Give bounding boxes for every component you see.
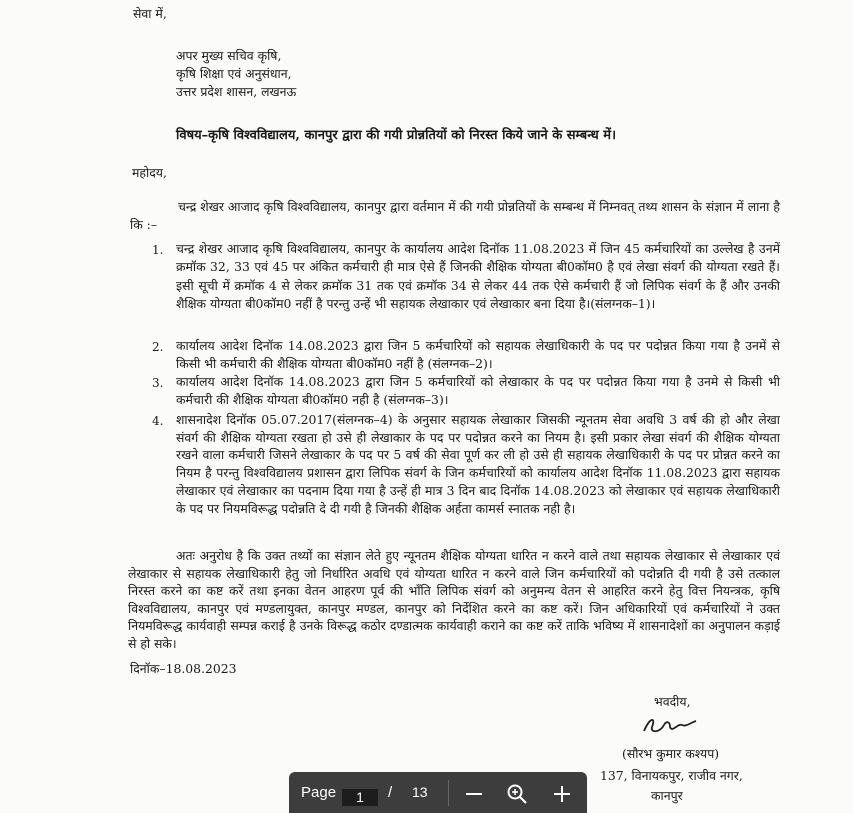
page-label: Page <box>301 784 337 801</box>
addressee-line-1: अपर मुख्य सचिव कृषि, <box>176 48 282 63</box>
point-text: कार्यालय आदेश दिनॉक 14.08.2023 द्वारा जिन 5 कर्मचारियों को लेखाकार के पद पर पदोन्नत किया गया है उनमे से किसी भी कर्मचारी की शैक्षिक योग्यता बी0कॉम0 नही है (संलग्नक–3)। <box>176 374 780 408</box>
point-text: शासनादेश दिनॉक 05.07.2017(संलग्नक–4) के अनुसार सहायक लेखाकार जिसकी न्यूनतम सेवा अवधि 3 वर्ष की हो और लेखा संवर्ग की शैक्षिक योग्यता रखता हो उसे ही लेखाकार के पद पर पदोन्नत करने का नियम है। इसी प्रकार लेखा संवर्ग की शैक्षिक योग्यता रखने वाला कर्मचारी जिसने लेखाकार के पद पर 5 वर्ष की सेवा पूर्ण कर ली हो उसे ही सहायक लेखाधिकारी के पद पर प्रोन्नत करने का नियम है परन्तु विश्वविद्यालय प्रशासन द्वारा लिपिक संवर्ग के जिन कर्मचारियों को कार्यालय आदेश दिनॉक 11.08.2023 द्वारा सहायक लेखाकार एवं लेखाकार का पदनाम दिया गया है उन्हें ही मात्र 3 दिन बाद दिनॉक 14.08.2023 को लेखाकार एवं सहायक लेखाधिकारी के पद पर नियमविरूद्ध पदोन्नति दे दी गयी है जिनकी शैक्षिक अर्हता कामर्स स्नातक नही है। <box>176 412 780 516</box>
point-number: 4. <box>152 414 164 428</box>
signoff: भवदीय, <box>654 694 691 709</box>
zoom-out-button[interactable] <box>460 780 488 808</box>
subject-line: विषय–कृषि विश्वविद्यालय, कानपुर द्वारा की गयी प्रोन्नतियों को निरस्त किये जाने के सम्बन्ध में। <box>176 128 617 143</box>
to-prefix: सेवा में, <box>133 6 167 21</box>
zoom-button[interactable] <box>503 780 531 808</box>
addressee-line-2: कृषि शिक्षा एवं अनुसंधान, <box>176 66 292 81</box>
zoom-in-button[interactable] <box>548 780 576 808</box>
signature-mark <box>640 713 700 739</box>
point-number: 2. <box>152 340 164 354</box>
current-page-input[interactable]: 1 <box>342 789 378 806</box>
addressee-line-3: उत्तर प्रदेश शासन, लखनऊ <box>176 84 297 99</box>
toolbar-divider <box>448 780 449 806</box>
point-text: कार्यालय आदेश दिनॉक 14.08.2023 द्वारा जिन 5 कर्मचारियों को सहायक लेखाधिकारी के पद पर पदोन्नत किया गया है उनमें से किसी भी कर्मचारी की शैक्षिक योग्यता बी0कॉम0 नहीं है (संलग्नक–2)। <box>176 338 780 372</box>
magnifier-icon <box>503 780 531 808</box>
total-pages: 13 <box>412 784 428 800</box>
sender-name: (सौरभ कुमार कश्यप) <box>622 746 720 761</box>
point-number: 3. <box>152 376 164 390</box>
plus-icon <box>548 780 576 808</box>
intro-paragraph: चन्द्र शेखर आजाद कृषि विश्वविद्यालय, कानपुर द्वारा वर्तमान में की गयी प्रोन्नतियों के सम्बन्ध में निम्नवत् तथ्य शासन के संज्ञान में लाना है कि :– <box>130 199 780 233</box>
pdf-viewer-toolbar <box>289 772 587 813</box>
letter-date: दिनॉक–18.08.2023 <box>130 661 237 676</box>
closing-paragraph: अतः अनुरोध है कि उक्त तथ्यों का संज्ञान लेते हुए न्यूनतम शैक्षिक योग्यता धारित न करने वाले तथा सहायक लेखाकार से लेखाकार एवं लेखाकार से सहायक लेखाधिकारी हेतु जो निर्धारित अवधि एवं योग्यता धारित न करने वाले जिन कर्मचारियों को पदोन्नति दी गयी है उसे तत्काल निरस्त करने का कष्ट करें तथा इनका वेतन आहरण पूर्व की भाँति लिपिक संवर्ग को अनुमन्य वेतन से आहरित करने हेतु वित्त नियन्त्रक, कृषि विश्वविद्यालय, कानपुर एवं मण्डलायुक्त, कानपुर मण्डल, कानपुर को निर्देशित करने का कष्ट करें। जिन अधिकारियों एवं कर्मचारियों ने उक्त नियमविरूद्ध कार्यवाही सम्पन्न कराई है उनके विरूद्ध कठोर दण्डात्मक कार्यवाही कराने का कष्ट करें ताकि भविष्य में शासनादेशों का अनुपालन कड़ाई से हो सके। <box>128 548 780 651</box>
salutation: महोदय, <box>132 165 167 180</box>
sender-address-line-1: 137, विनायकपुर, राजीव नगर, <box>600 768 743 783</box>
minus-icon <box>460 780 488 808</box>
point-text: चन्द्र शेखर आजाद कृषि विश्वविद्यालय, कानपुर के कार्यालय आदेश दिनॉक 11.08.2023 में जिन 45 कर्मचारियों का उल्लेख है उनमें क्रमॉक 32, 33 एवं 45 पर अंकित कर्मचारी ही मात्र ऐसे हैं जिनकी शैक्षिक योग्यता बी0कॉम0 है एवं लेखा संवर्ग की योग्यता रखते हैं। इसी सूची में क्रमॉक 4 से लेकर क्रमॉक 31 तक एवं क्रमॉक 34 से लेकर 44 तक ऐसे कर्मचारी हैं जो लिपिक संवर्ग के हैं और उनकी शैक्षिक योग्यता बी0कॉम0 नहीं है परन्तु उन्हें भी सहायक लेखाकार एवं लेखाकार बना दिया है।(संलग्नक–1)। <box>176 241 780 311</box>
point-number: 1. <box>152 243 164 257</box>
page-separator: / <box>388 784 393 801</box>
sender-address-line-2: कानपुर <box>651 788 683 803</box>
